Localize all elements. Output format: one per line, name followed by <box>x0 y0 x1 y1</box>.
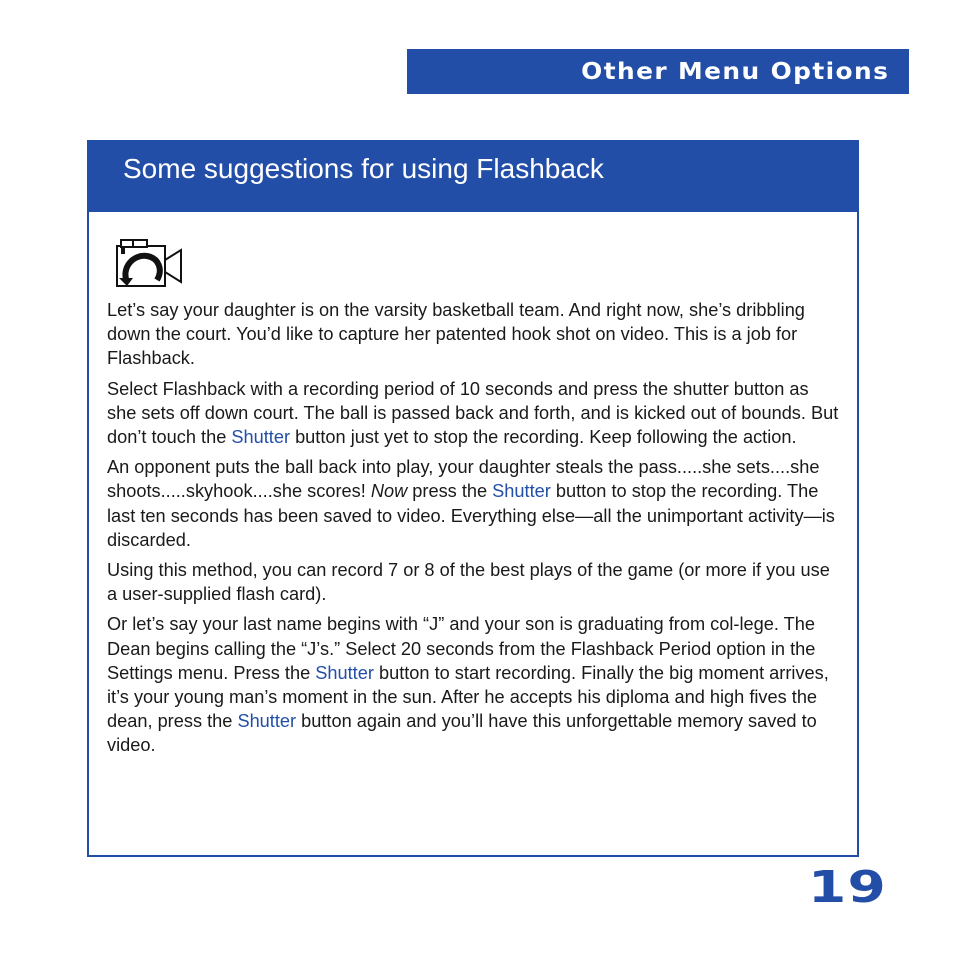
flashback-camera-icon <box>115 238 183 290</box>
paragraph <box>107 612 842 757</box>
paragraph-text: Select Flashback with a recording period of 10 seconds and press the shutter button as she sets off down court. The ball is passed back and forth, and is kicked out of bounds. But don’t touch the <box>107 378 839 448</box>
paragraph <box>107 455 842 552</box>
shutter-term: Shutter <box>231 427 291 448</box>
paragraph <box>107 558 842 606</box>
paragraph-text: Or let’s say your last name begins with “J” and your son is graduating from col-lege. The Dean begins calling the “J’s.” Select 20 seconds from the Flashback Period option in the Settings menu. Press the <box>107 614 816 683</box>
flashback-suggestions-panel <box>87 140 859 857</box>
panel-header <box>88 141 858 212</box>
paragraph-text: An opponent puts the ball back into play, your daughter steals the pass.....she sets....she shoots.....skyhook....she scores! <box>107 457 820 502</box>
panel-title: Some suggestions for using Flashback <box>123 152 604 184</box>
paragraph-text: button to stop the recording. The last ten seconds has been saved to video. Everything else—all the unimportant activity—is discarded. <box>107 481 835 550</box>
paragraph <box>107 377 842 450</box>
paragraph <box>107 298 842 371</box>
shutter-term: Shutter <box>237 711 297 732</box>
paragraph-text: button just yet to stop the recording. Keep following the action. <box>290 427 797 448</box>
paragraph-text: Let’s say your daughter is on the varsity basketball team. And right now, she’s dribbling down the court. You’d like to capture her patented hook shot on video. This is a job for Flashback. <box>107 300 805 369</box>
section-header-tab <box>407 49 909 94</box>
shutter-term: Shutter <box>315 662 374 683</box>
paragraph-text: button again and you’ll have this unforgettable memory saved to video. <box>107 711 817 756</box>
paragraph-text: press the <box>407 481 493 502</box>
shutter-term: Shutter <box>492 481 551 502</box>
paragraph-text: button to start recording. Finally the big moment arrives, it’s your young man’s moment in the sun. After he accepts his diploma and high fives the dean, press the <box>107 662 829 732</box>
paragraph-text: Using this method, you can record 7 or 8 of the best plays of the game (or more if you use a user-supplied flash card). <box>107 560 830 605</box>
page-number: 19 <box>808 862 888 913</box>
body-text <box>107 298 842 764</box>
section-title: Other Menu Options <box>580 58 889 85</box>
emphasis-text: Now <box>370 481 408 502</box>
